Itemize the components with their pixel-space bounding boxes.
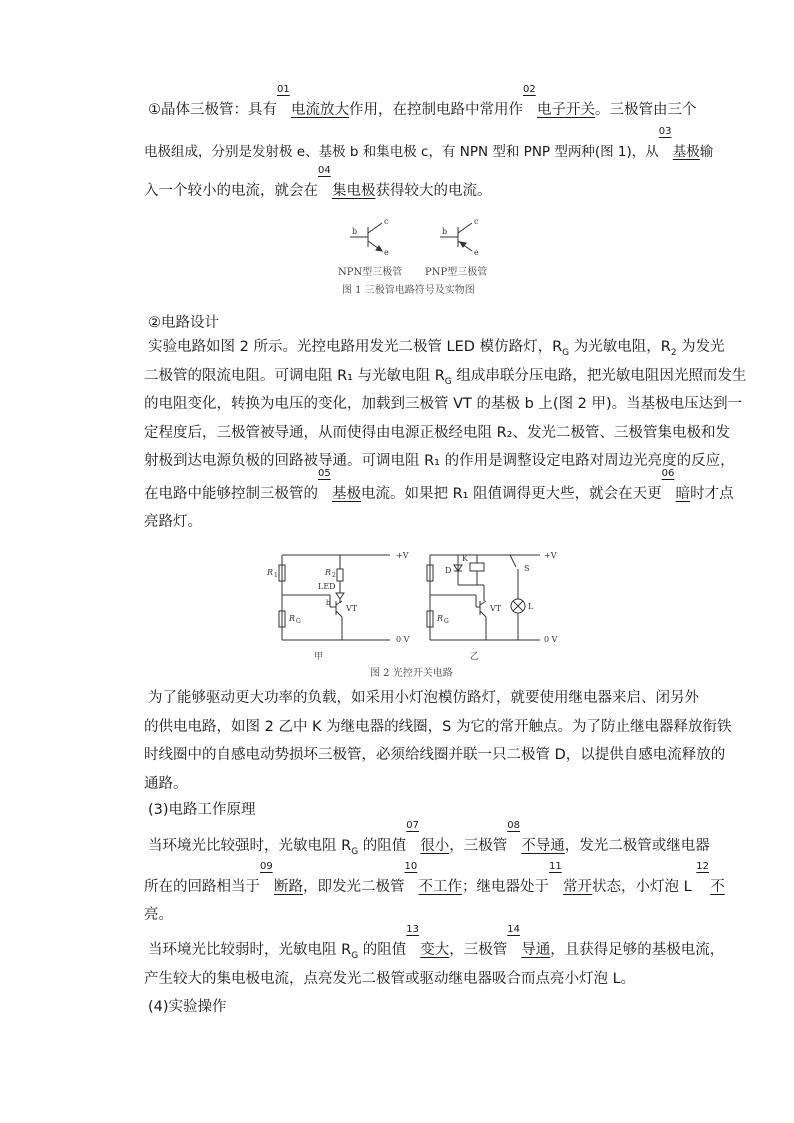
answer-number: 03 [658,126,672,137]
paragraph-weak-light [144,924,725,993]
answer-09 [260,860,303,902]
text-line: 亮。 [144,907,173,923]
rg-sub-yi: G [444,618,449,625]
text: ①晶体三极管：具有 [148,102,277,118]
answer-number: 05 [318,467,331,479]
text: 时才点 [690,485,734,502]
pnp-caption: PNP型三极管 [425,267,488,278]
answer-14 [507,924,551,965]
answer-text: 常开 [563,878,592,895]
label-yi: 乙 [470,652,480,660]
answer-text: 电流放大 [291,102,349,118]
pnp-c-label: c [474,217,479,226]
rg-label-yi: R [437,614,444,623]
answer-number: 14 [507,924,521,935]
text: ，即发光二极管 [303,878,405,895]
npn-caption: NPN型三极管 [338,267,403,278]
text-line: 时线圈中的自感电动势损坏三极管，必须给线圈并联一只二极管 D，以提供自感电流释放的 [144,747,726,763]
text-line: 射极到达电源负极的回路被导通。可调电阻 R₁ 的作用是调整设定电路对周边光亮度的反应， [144,453,735,469]
text: 输 [699,144,714,160]
answer-03 [658,126,700,167]
text: 入一个较小的电流，就会在 [144,183,318,199]
answer-number: 08 [507,820,521,831]
rg-label-jia: R [289,614,296,623]
answer-number: 06 [661,467,675,479]
k-label: K [462,554,468,563]
text: 二极管的限流电阻。可调电阻 R₁ 与光敏电阻 R [144,367,445,384]
s-label: S [524,564,530,573]
paragraph-relay [144,684,732,798]
text: ；继电器处于 [462,878,549,895]
r2-sub: 2 [332,572,336,579]
vs-label-yi: +V [544,551,557,560]
text-line: 产生较大的集电极电流，点亮发光二极管或驱动继电器吸合而点亮小灯泡 L。 [144,970,636,987]
text: 在电路中能够控制三极管的 [144,485,318,502]
text-line: 的电阻变化，转换为电压的变化，加载到三极管 VT 的基极 b 上(图 2 甲)。当基极电压达到一 [144,396,743,412]
paragraph-circuit-design [144,333,747,537]
answer-number: 07 [406,820,420,831]
answer-number: 09 [260,860,273,872]
b-label-jia: b [326,599,331,607]
answer-05 [318,467,361,509]
answer-text: 不工作 [418,878,462,895]
answer-07 [406,820,450,861]
answer-number: 12 [696,860,710,872]
text: 为发光 [676,339,725,355]
section-heading-circuit-design: ②电路设计 [148,315,219,331]
npn-e-label: e [384,248,389,257]
npn-b-label: b [352,227,358,236]
paragraph-strong-light [144,820,725,930]
answer-13 [406,924,450,965]
text: ，发光二极管或继电器 [564,838,710,854]
answer-04 [318,165,376,206]
text: 获得较大的电流。 [375,183,492,199]
npn-c-label: c [384,217,389,226]
r1-sub: 1 [274,572,278,579]
answer-text: 集电极 [332,183,376,199]
figure-2-light-control-circuit [262,545,562,660]
text: ，三极管 [449,838,508,854]
answer-11 [549,860,592,902]
text: 。三极管由三个 [595,102,697,118]
led-label: LED [318,582,336,591]
text: 电极组成，分别是发射极 e、基极 b 和集电极 c，有 NPN 型和 PNP 型两种(图 1)，从 [144,144,659,160]
answer-text: 断路 [274,878,303,895]
text: 为光敏电阻，R [569,339,671,355]
l-label: L [528,602,534,611]
answer-number: 01 [277,84,290,95]
text: 当环境光比较强时，光敏电阻 R [148,838,352,854]
vt-label-jia: VT [346,604,358,613]
text: 的阻值 [358,942,407,958]
text-line: 为了能够驱动更大功率的负载，如采用小灯泡模仿路灯，就要使用继电器来启、闭另外 [148,690,699,706]
answer-text: 不 [710,878,725,895]
text-line: 通路。 [144,775,188,792]
text: 组成串联分压电路，把光敏电阻因光照而发生 [451,367,747,384]
zero-label-yi: 0 V [544,635,558,644]
answer-text: 变大 [420,942,450,958]
figure-1-caption: 图 1 三极管电路符号及实物图 [342,285,475,296]
answer-02 [523,84,595,125]
answer-06 [661,467,691,509]
figure-2-caption: 图 2 光控开关电路 [370,668,453,679]
answer-text: 基极 [332,485,361,502]
zero-label-jia: 0 V [396,635,410,644]
text: 作用，在控制电路中常用作 [349,102,523,118]
subscript: G [562,347,570,358]
answer-number: 10 [404,860,418,872]
pnp-e-label: e [474,248,479,257]
text-line: 定程度后，三极管被导通，从而使得由电源正极经电阻 R₂、发光二极管、三极管集电极和发 [144,424,730,441]
text-line: 的供电电路，如图 2 乙中 K 为继电器的线圈，S 为它的常开触点。为了防止继电器释放衔铁 [144,718,732,735]
pnp-b-label: b [442,227,448,236]
d-label: D [445,566,452,575]
paragraph-transistor [148,84,697,125]
r1-label: R [267,568,274,577]
text: 电流。如果把 R₁ 阻值调得更大些，就会在天更 [361,485,662,502]
paragraph-transistor-line2 [144,126,714,167]
text: 实验电路如图 2 所示。光控电路用发光二极管 LED 模仿路灯，R [148,339,563,355]
vt-label-yi: VT [490,604,502,613]
answer-number: 02 [523,84,536,95]
answer-number: 04 [318,165,331,176]
answer-01 [277,84,349,125]
section-heading-experiment-operation: (4)实验操作 [148,999,227,1015]
answer-number: 13 [406,924,420,935]
circuit-jia [279,555,390,640]
text: ，且获得足够的基极电流， [550,942,725,958]
subscript: G [351,950,359,961]
rg-sub-jia: G [296,618,301,625]
answer-number: 11 [549,860,562,872]
answer-text: 基极 [672,144,700,160]
text: 所在的回路相当于 [144,878,260,895]
answer-text: 暗 [675,485,691,502]
text: 状态，小灯泡 L [592,878,697,895]
answer-text: 很小 [420,838,450,854]
text: 的阻值 [358,838,407,854]
paragraph-transistor-line3 [144,165,652,206]
answer-10 [404,860,463,902]
subscript: G [444,376,452,387]
subscript: 2 [670,347,677,358]
r2-label: R [325,568,332,577]
answer-text: 不导通 [521,838,565,854]
text: ，三极管 [449,942,508,958]
vs-label-jia: +V [396,551,409,560]
label-jia: 甲 [314,652,324,660]
answer-08 [507,820,565,861]
text: 当环境光比较弱时，光敏电阻 R [148,942,352,958]
answer-text: 导通 [521,942,551,958]
text-line: 亮路灯。 [144,514,202,530]
subscript: G [351,846,359,857]
section-heading-working-principle: (3)电路工作原理 [148,802,256,818]
answer-12 [696,860,725,902]
answer-text: 电子开关 [537,102,595,118]
